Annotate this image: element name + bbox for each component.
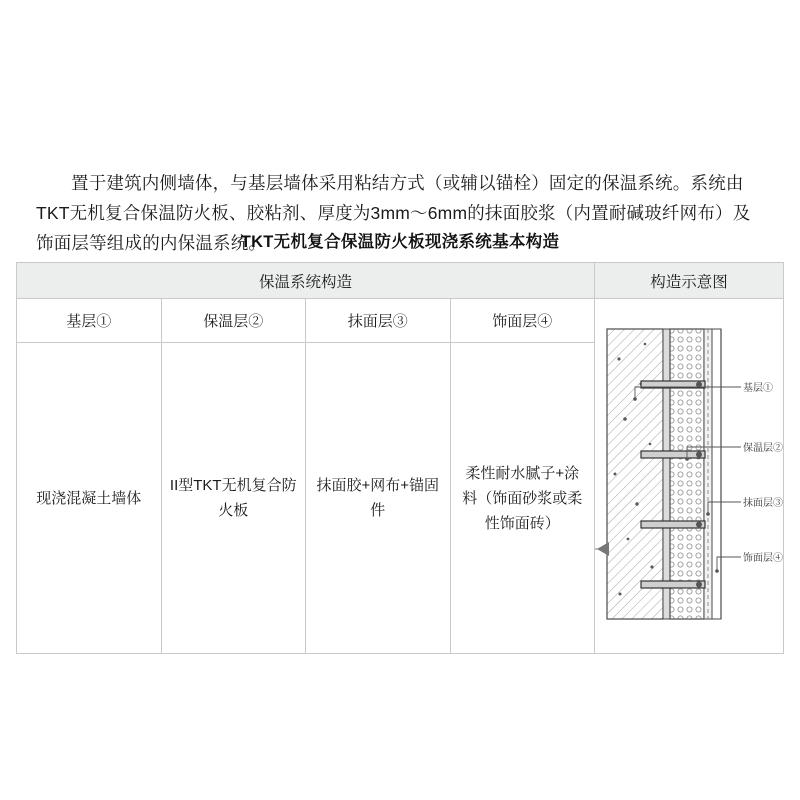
column-header-finish: 饰面层④ [492, 313, 553, 330]
diagram-label-insulation: 保温层② [743, 443, 783, 454]
diagram-label-base: 基层① [743, 383, 773, 394]
system-construction-block [17, 263, 595, 653]
diagram-svg [595, 299, 783, 653]
column-header-insulation: 保温层② [162, 299, 307, 342]
cell-plaster-value: 抹面胶+网布+锚固件 [306, 343, 451, 653]
diagram-label-plaster: 抹面层③ [743, 498, 783, 509]
construction-table [16, 262, 784, 654]
intro-paragraph: 置于建筑内侧墙体，与基层墙体采用粘结方式（或辅以锚栓）固定的保温系统。系统由TKT无机复合保温防火板、胶粘剂、厚度为3mm～6mm的抹面胶浆（内置耐碱玻纤网布）及饰面层等组成的内保温系统。 [36, 172, 751, 253]
diagram-group-header: 构造示意图 [595, 263, 783, 299]
diagram-block [595, 263, 783, 653]
cell-base-value: 现浇混凝土墙体 [17, 343, 162, 653]
column-header-base: 基层① [17, 299, 162, 342]
cell-insulation-value: II型TKT无机复合防火板 [162, 343, 307, 653]
construction-diagram [595, 299, 783, 653]
column-header-plaster: 抹面层③ [306, 299, 451, 342]
table-title: TKT无机复合保温防火板现浇系统基本构造 [240, 233, 560, 251]
table-row [17, 343, 594, 653]
column-header-row [17, 299, 594, 343]
diagram-label-finish: 饰面层④ [743, 553, 783, 564]
cell-finish-value: 柔性耐水腻子+涂料（饰面砂浆或柔性饰面砖） [462, 464, 583, 532]
system-group-header: 保温系统构造 [17, 263, 594, 299]
